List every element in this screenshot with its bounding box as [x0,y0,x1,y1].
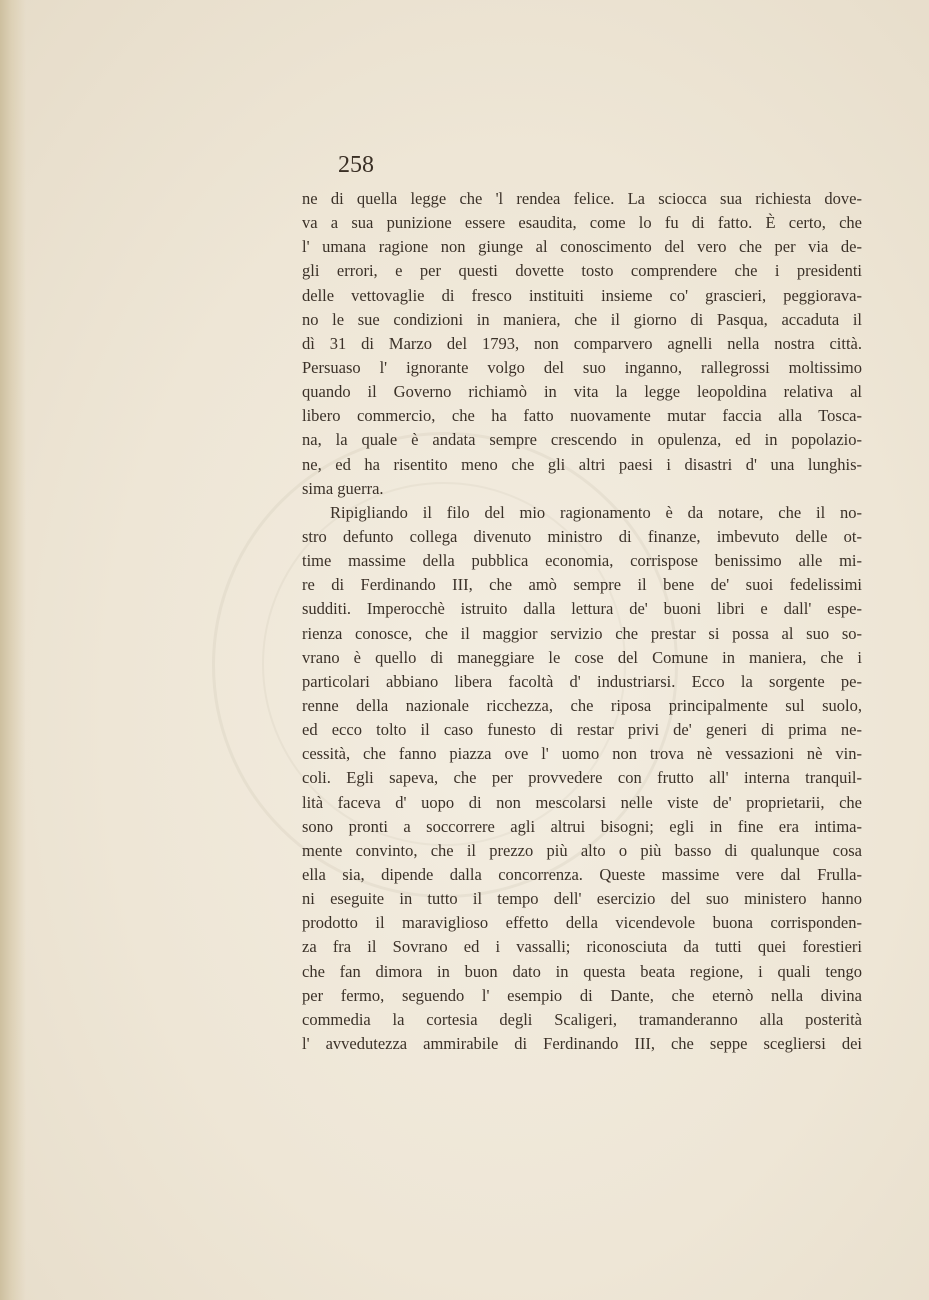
text-line: re di Ferdinando III, che amò sempre il bene de' suoi fedelissimi [302,575,862,595]
text-line: quando il Governo richiamò in vita la legge leopoldina relativa al [302,382,862,402]
text-line: mente convinto, che il prezzo più alto o più basso di qualunque cosa [302,840,862,860]
text-line: stro defunto collega divenuto ministro di finanze, imbevuto delle ot- [302,526,862,546]
text-line: libero commercio, che ha fatto nuovamente mutar faccia alla Tosca- [302,406,862,426]
text-line: ne, ed ha risentito meno che gli altri paesi i disastri d' una lunghis- [302,454,862,474]
text-line: rienza conosce, che il maggior servizio che prestar si possa al suo so- [302,623,862,643]
text-line: vrano è quello di maneggiare le cose del Comune in maniera, che i [302,647,862,667]
text-line: commedia la cortesia degli Scaligeri, tramanderanno alla posterità [302,1009,862,1029]
text-line: l' umana ragione non giunge al conoscimento del vero che per via de- [302,237,862,257]
text-line: per fermo, seguendo l' esempio di Dante, che eternò nella divina [302,985,862,1005]
text-line-paragraph-end: sima guerra. [302,478,384,498]
text-line: cessità, che fanno piazza ove l' uomo non trova nè vessazioni nè vin- [302,744,862,764]
text-line: ni eseguite in tutto il tempo dell' esercizio del suo ministero hanno [302,889,862,909]
text-line: lità faceva d' uopo di non mescolarsi nelle viste de' proprietarii, che [302,792,862,812]
text-line: renne della nazionale ricchezza, che riposa principalmente sul suolo, [302,695,862,715]
text-line: Persuaso l' ignorante volgo del suo inganno, rallegrossi moltissimo [302,357,862,377]
text-line: particolari abbiano libera facoltà d' industriarsi. Ecco la sorgente pe- [302,671,862,691]
text-line: ed ecco tolto il caso funesto di restar privi de' generi di prima ne- [302,720,862,740]
text-line: prodotto il maraviglioso effetto della vicendevole buona corrisponden- [302,913,862,933]
text-line: dì 31 di Marzo del 1793, non comparvero agnelli nella nostra città. [302,333,862,353]
text-line: time massime della pubblica economia, corrispose benissimo alle mi- [302,551,862,571]
text-line: delle vettovaglie di fresco instituiti insieme co' grascieri, peggiorava- [302,285,862,305]
body-text [302,187,862,1056]
text-line: coli. Egli sapeva, che per provvedere con frutto all' interna tranquil- [302,768,862,788]
text-line: che fan dimora in buon dato in questa beata regione, i quali tengo [302,961,862,981]
text-line: no le sue condizioni in maniera, che il giorno di Pasqua, accaduta il [302,309,862,329]
text-line: na, la quale è andata sempre crescendo in opulenza, ed in popolazio- [302,430,862,450]
text-line: za fra il Sovrano ed i vassalli; riconosciuta da tutti quei forestieri [302,937,862,957]
text-line: ella sia, dipende dalla concorrenza. Queste massime vere dal Frulla- [302,864,862,884]
text-line: sono pronti a soccorrere agli altrui bisogni; egli in fine era intima- [302,816,862,836]
text-line: sudditi. Imperocchè istruito dalla lettura de' buoni libri e dall' espe- [302,599,862,619]
page-binding-edge [0,0,26,1300]
text-line: l' avvedutezza ammirabile di Ferdinando III, che seppe scegliersi dei [302,1033,862,1053]
text-line-paragraph-start: Ripigliando il filo del mio ragionamento è da notare, che il no- [330,502,862,522]
page-number: 258 [338,152,374,178]
text-line: gli errori, e per questi dovette tosto comprendere che i presidenti [302,261,862,281]
text-line: va a sua punizione essere esaudita, come lo fu di fatto. È certo, che [302,213,862,233]
text-line: ne di quella legge che 'l rendea felice. La sciocca sua richiesta dove- [302,189,862,208]
